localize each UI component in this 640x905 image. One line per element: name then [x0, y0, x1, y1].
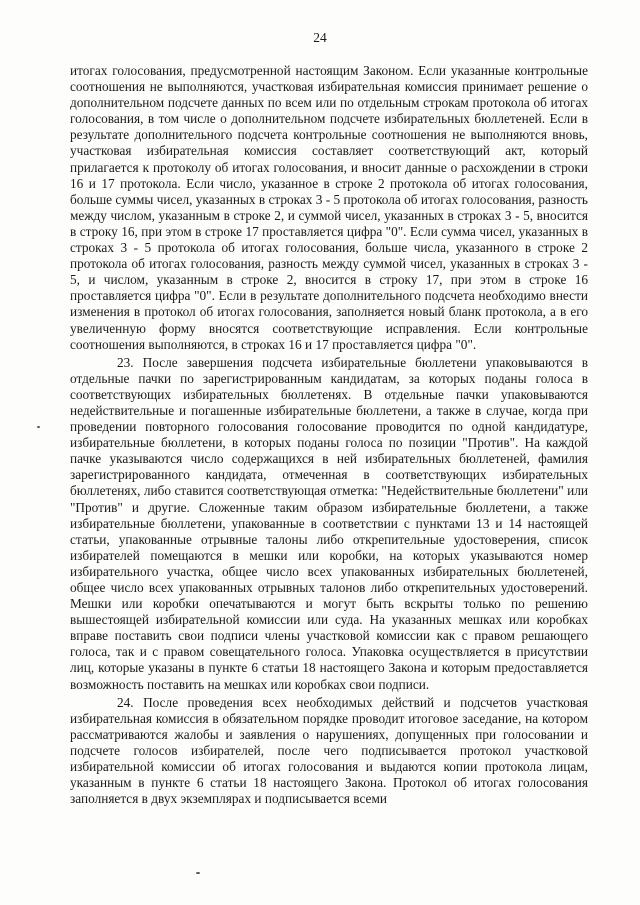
- page-number: 24: [313, 30, 327, 45]
- paragraph-item-23: 23. После завершения подсчета избирательные бюллетени упаковываются в отдельные пачки по зарегистрированным кандидатам, за которых поданы голоса в соответствующих избирательных бюллетенях. В отдельные пачки упаковываются недействительные и погашенные избирательные бюллетени, а также в случае, когда при проведении повторного голосования голосование проводится по одной кандидатуре, избирательные бюллетени, в которых поданы голоса по позиции "Против". На каждой пачке указываются число содержащихся в ней избирательных бюллетеней, фамилия зарегистрированного кандидата, отмеченная в соответствующих избирательных бюллетенях, либо ставится соответствующая отметка: "Недействительные бюллетени" или "Против" и другие. Сложенные таким образом избирательные бюллетени, а также избирательные бюллетени, упакованные в соответствии с пунктами 13 и 14 настоящей статьи, упакованные отрывные талоны либо открепительные удостоверения, список избирателей помещаются в мешки или коробки, на которых указываются номер избирательного участка, общее число всех упакованных избирательных бюллетеней, общее число всех упакованных отрывных талонов либо открепительных удостоверений. Мешки или коробки опечатываются и могут быть вскрыты только по решению вышестоящей избирательной комиссии или суда. На указанных мешках или коробках вправе поставить свои подписи члены участковой комиссии как с правом решающего голоса, так и с правом совещательного голоса. Упаковка осуществляется в присутствии лиц, которые указаны в пункте 6 статьи 18 настоящего Закона и которым предоставляется возможность поставить на мешках или коробках свои подписи.: [70, 354, 588, 692]
- paragraph-continuation: итогах голосования, предусмотренной настоящим Законом. Если указанные контрольные соотношения не выполняются, участковая избирательная комиссия принимает решение о дополнительном подсчете данных по всем или по отдельным строкам протокола об итогах голосования, в том числе о дополнительном подсчете избирательных бюллетеней. Если в результате дополнительного подсчета контрольные соотношения не выполняются вновь, участковая избирательная комиссия составляет соответствующий акт, который прилагается к протоколу об итогах голосования, и вносит данные о расхождении в строки 16 и 17 протокола. Если число, указанное в строке 2 протокола об итогах голосования, больше суммы чисел, указанных в строках 3 - 5 протокола об итогах голосования, разность между числом, указанным в строке 2, и суммой чисел, указанных в строках 3 - 5, вносится в строку 16, при этом в строке 17 проставляется цифра "0". Если сумма чисел, указанных в строках 3 - 5 протокола об итогах голосования, больше числа, указанного в строке 2 протокола об итогах голосования, разность между суммой чисел, указанных в строках 3 - 5, и числом, указанным в строке 2, вносится в строку 17, при этом в строке 16 проставляется цифра "0". Если в результате дополнительного подсчета необходимо внести изменения в протокол об итогах голосования, заполняется новый бланк протокола, а в его увеличенную форму вносятся соответствующие исправления. Если контрольные соотношения выполняются, в строках 16 и 17 проставляется цифра "0".: [70, 63, 588, 352]
- scan-speck: [37, 426, 40, 428]
- paragraph-item-24: 24. После проведения всех необходимых действий и подсчетов участковая избирательная комиссия в обязательном порядке проводит итоговое заседание, на котором рассматриваются жалобы и заявления о нарушениях, допущенных при голосовании и подсчете голосов избирателей, после чего подписывается протокол участковой избирательной комиссии об итогах голосования и выдаются копии протокола лицам, указанным в пункте 6 статьи 18 настоящего Закона. Протокол об итогах голосования заполняется в двух экземплярах и подписывается всеми: [70, 694, 588, 807]
- document-body: [70, 63, 588, 807]
- scan-speck: [196, 872, 200, 874]
